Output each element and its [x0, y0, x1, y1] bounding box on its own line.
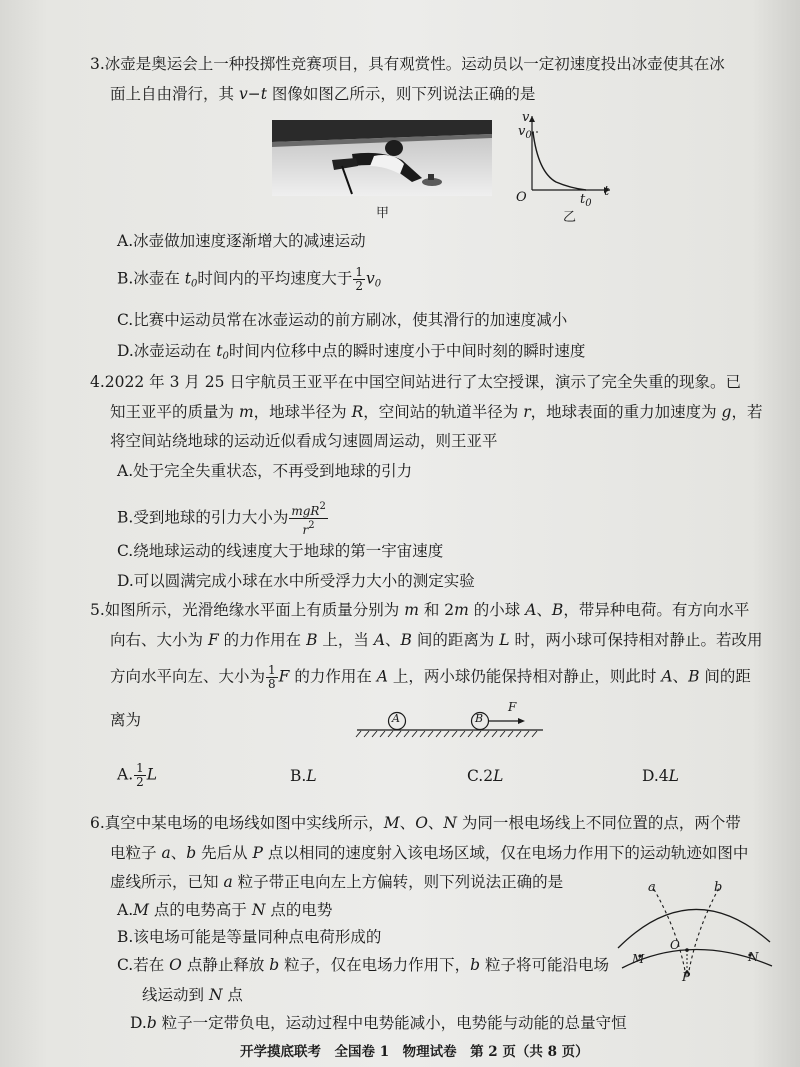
figure-jia-caption: 甲	[376, 206, 390, 221]
graph-t-label: t	[604, 184, 610, 199]
q6-option-d: D.b 粒子一定带负电，运动过程中电势能减小，电势能与动能的总量守恒	[130, 1014, 627, 1032]
q3-stem-line1: 3.冰壶是奥运会上一种投掷性竞赛项目，具有观赏性。运动员以一定初速度投出冰壶使其在冰	[90, 55, 725, 73]
curling-photo	[272, 120, 492, 196]
q6-option-a: A.M 点的电势高于 N 点的电势	[117, 901, 333, 919]
graph-v-label: v	[522, 110, 530, 125]
q5-ball-b-label: B	[475, 712, 484, 725]
q6-point-n-label: N	[748, 950, 759, 964]
page-footer: 开学摸底联考 全国卷 1 物理试卷 第 2 页（共 8 页）	[240, 1044, 589, 1060]
q5-stem-line2: 向右、大小为 F 的力作用在 B 上，当 A、B 间的距离为 L 时，两小球可保持相对静止。若改用	[110, 631, 763, 649]
q5-stem-line3: 方向水平向左、大小为 $\frac{1}{8}$ F 的力作用在 A 上，两小球仍能保持相对静止，则此时 A、B 间的距	[110, 663, 751, 691]
q5-option-a: A. $\frac{1}{2}$ L	[117, 761, 158, 789]
q6-option-b: B.该电场可能是等量同种点电荷形成的	[117, 928, 382, 946]
graph-t0-label: $t_0$	[580, 192, 592, 209]
q5-stem-line1: 5.如图所示，光滑绝缘水平面上有质量分别为 m 和 2m 的小球 A、B，带异种电荷。有方向水平	[90, 601, 750, 619]
q3-option-d: D.冰壶运动在 $t_0$时间内位移中点的瞬时速度小于中间时刻的瞬时速度	[117, 342, 586, 362]
q5-option-d: D.4L	[642, 767, 679, 785]
q4-option-c: C.绕地球运动的线速度大于地球的第一宇宙速度	[117, 542, 444, 560]
q4-option-b: B.受到地球的引力大小为 $\frac{mgR^2}{r^2}$	[117, 501, 326, 537]
graph-origin-label: O	[516, 190, 527, 205]
q4-stem-line3: 将空间站绕地球的运动近似看成匀速圆周运动，则王亚平	[110, 432, 498, 450]
q5-force-label: F	[508, 700, 517, 714]
q6-option-c-line2: 线运动到 N 点	[142, 986, 243, 1004]
q6-point-m-label: M	[632, 952, 645, 966]
q6-option-c: C.若在 O 点静止释放 b 粒子，仅在电场力作用下，b 粒子将可能沿电场	[117, 956, 609, 974]
q6-trajectory-a-label: a	[648, 880, 656, 895]
q5-option-c: C.2L	[467, 767, 504, 785]
figure-yi-caption: 乙	[563, 210, 577, 225]
q6-stem-line1: 6.真空中某电场的电场线如图中实线所示，M、O、N 为同一根电场线上不同位置的点，两个带	[90, 814, 741, 832]
q4-option-d: D.可以圆满完成小球在水中所受浮力大小的测定实验	[117, 572, 475, 590]
q6-trajectory-b-label: b	[714, 880, 723, 895]
q5-figure	[355, 700, 545, 740]
q3-option-a: A.冰壶做加速度逐渐增大的减速运动	[117, 232, 366, 250]
q6-point-o-label: O	[670, 938, 680, 952]
q5-stem-line4: 离为	[110, 711, 142, 729]
q5-ball-a-label: A	[392, 712, 400, 725]
q4-option-a: A.处于完全失重状态，不再受到地球的引力	[117, 462, 413, 480]
q6-stem-line2: 电粒子 a、b 先后从 P 点以相同的速度射入该电场区域，仅在电场力作用下的运动轨迹如图中	[110, 844, 749, 862]
q3-option-b: B.冰壶在 $t_0$时间内的平均速度大于 $\frac{1}{2}$ $v_0$	[117, 265, 382, 293]
graph-v0-label: $v_0$	[518, 124, 532, 141]
q3-option-c: C.比赛中运动员常在冰壶运动的前方刷冰，使其滑行的加速度减小	[117, 311, 568, 329]
q6-point-p-label: P	[682, 970, 691, 984]
q3-stem-line2: 面上自由滑行，其 v−t 图像如图乙所示，则下列说法正确的是	[110, 85, 536, 103]
q4-stem-line1: 4.2022 年 3 月 25 日宇航员王亚平在中国空间站进行了太空授课，演示了完全失重的现象。已	[90, 373, 741, 391]
q6-stem-line3: 虚线所示，已知 a 粒子带正电向左上方偏转，则下列说法正确的是	[110, 873, 564, 891]
q5-option-b: B.L	[290, 767, 317, 785]
q4-stem-line2: 知王亚平的质量为 m，地球半径为 R，空间站的轨道半径为 r，地球表面的重力加速度为 g，若	[110, 403, 763, 421]
